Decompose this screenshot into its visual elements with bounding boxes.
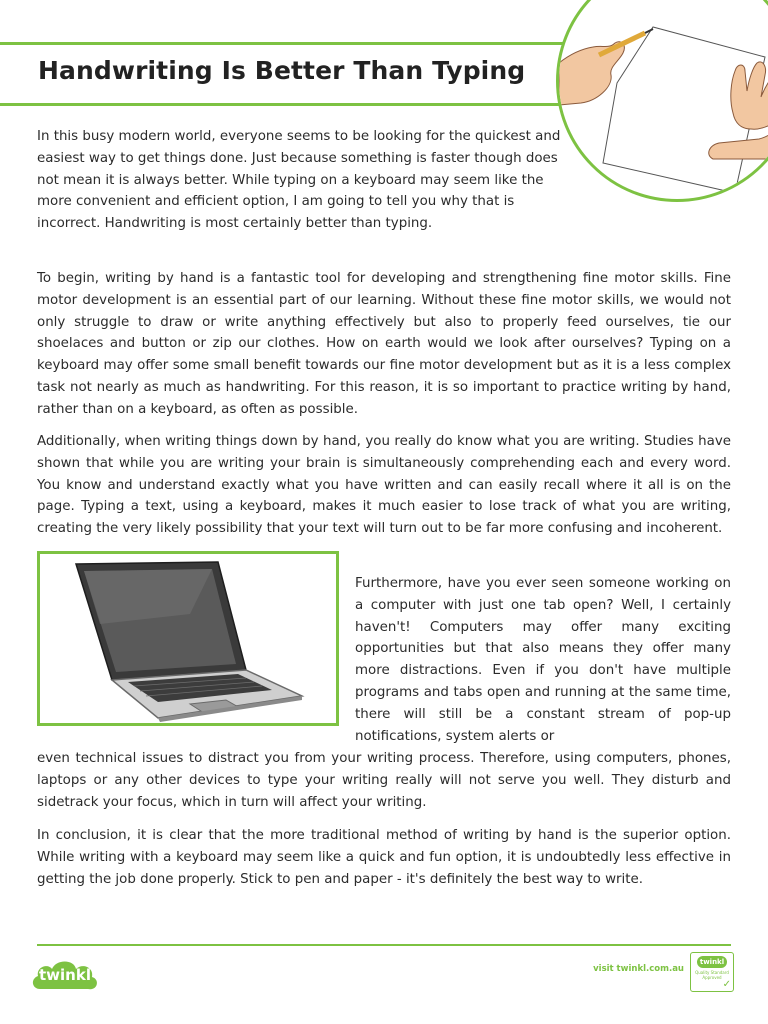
footer-rule <box>37 944 731 946</box>
laptop-illustration <box>37 551 339 726</box>
paragraph-distractions-continued: even technical issues to distract you from your writing process. Therefore, using computers, phones, laptops or any other devices to type your writing really will not serve you well. They disturb and sidetrack your focus, which in turn will affect your writing. <box>37 751 731 810</box>
badge-text: Quality Standard Approved <box>695 970 729 980</box>
twinkl-logo[interactable] <box>30 955 100 997</box>
logo-text: twinkl <box>39 966 91 984</box>
check-icon: ✓ <box>722 979 731 990</box>
paragraph-distractions: Furthermore, have you ever seen someone working on a computer with just one tab open? Well, I certainly haven't! Computers may offer many exciting opportunities but that also means they offer many more distractions. Even if you don't have multiple programs and tabs open and running at the same time, there will still be a constant stream of pop-up notifications, system alerts or <box>355 576 731 744</box>
badge-logo: twinkl <box>697 956 727 968</box>
header-top-rule <box>0 42 600 45</box>
hands-writing-icon <box>559 0 768 199</box>
quality-standard-badge <box>690 952 734 992</box>
laptop-icon <box>40 554 336 723</box>
paragraph-conclusion: In conclusion, it is clear that the more traditional method of writing by hand is the superior option. While writing with a keyboard may seem like a quick and fun option, it is undoubtedly less effective in getting the job done properly. Stick to pen and paper - it's definitely the best way to write. <box>37 828 731 887</box>
page-title: Handwriting Is Better Than Typing <box>38 56 526 85</box>
visit-link[interactable]: visit twinkl.com.au <box>593 964 684 974</box>
paragraph-intro: In this busy modern world, everyone seems to be looking for the quickest and easiest way to get things done. Just because something is faster though does not mean it is always better. While typing on a keyboard may seem like the more convenient and efficient option, I am going to tell you why that is incorrect. Handwriting is most certainly better than typing. <box>37 129 561 232</box>
hands-writing-illustration <box>556 0 768 202</box>
paragraph-motor-skills: To begin, writing by hand is a fantastic tool for developing and strengthening fine motor skills. Fine motor development is an essential part of our learning. Without these fine motor skills, we would not only struggle to draw or write anything effectively but also to properly feed ourselves, tie our shoelaces and button or zip our clothes. How on earth would we look after ourselves? Typing on a keyboard may offer some small benefit towards our fine motor development but as it is a less complex task not nearly as much as handwriting. For this reason, it is so important to practice writing by hand, rather than on a keyboard, as often as possible. <box>37 271 731 417</box>
title-underline <box>0 103 575 106</box>
paragraph-comprehension: Additionally, when writing things down by hand, you really do know what you are writing. Studies have shown that while you are writing your brain is simultaneously comprehending each and every word. You know and understand exactly what you have written and can easily recall where it all is on the page. Typing a text, using a keyboard, makes it much easier to lose track of what you are writing, creating the very likely possibility that your text will turn out to be far more confusing and incoherent. <box>37 434 731 537</box>
